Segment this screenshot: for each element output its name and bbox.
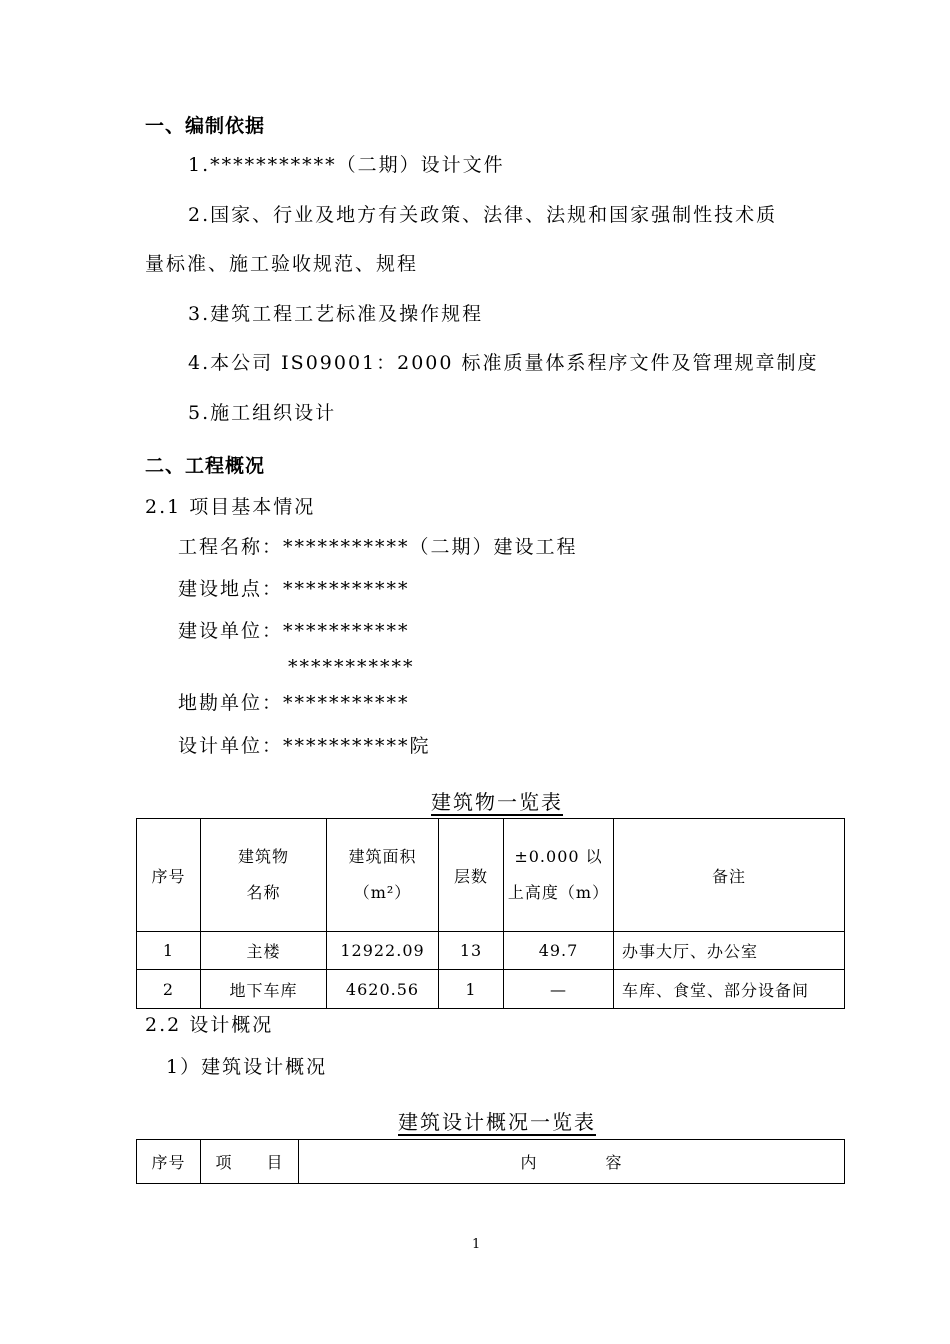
cell-remark: 办事大厅、办公室 [614, 932, 845, 970]
architecture-subheading: 1）建筑设计概况 [166, 1056, 328, 1078]
header-floors: 层数 [439, 819, 504, 932]
header-area-l1: 建筑面积 [348, 847, 417, 866]
section22-heading: 2.2 设计概况 [145, 1014, 274, 1036]
table-row [137, 970, 845, 1009]
cell-height: — [504, 970, 614, 1009]
section2-heading: 二、工程概况 [145, 455, 266, 477]
cell-name: 主楼 [201, 932, 327, 970]
header-name-l2: 名称 [246, 883, 281, 902]
basis-item-3: 3.建筑工程工艺标准及操作规程 [188, 303, 484, 325]
project-client-line2: *********** [288, 656, 415, 678]
design-header-no: 序号 [137, 1140, 201, 1184]
header-height-l2: 上高度（m） [507, 883, 610, 902]
section21-heading: 2.1 项目基本情况 [145, 496, 316, 518]
header-name-l1: 建筑物 [237, 847, 289, 866]
header-area [327, 819, 439, 932]
cell-area: 12922.09 [327, 932, 439, 970]
project-survey: 地勘单位：*********** [178, 692, 410, 714]
cell-floors: 1 [439, 970, 504, 1009]
cell-name: 地下车库 [201, 970, 327, 1009]
header-name [201, 819, 327, 932]
project-designer: 设计单位：***********院 [178, 735, 431, 757]
project-location: 建设地点：*********** [178, 578, 410, 600]
cell-area: 4620.56 [327, 970, 439, 1009]
design-header-item: 项 目 [201, 1140, 299, 1184]
table2-caption: 建筑设计概况一览表 [398, 1110, 596, 1134]
header-height [504, 819, 614, 932]
header-no: 序号 [137, 819, 201, 932]
project-client: 建设单位：*********** [178, 620, 410, 642]
design-header-content: 内 容 [299, 1140, 845, 1184]
cell-remark: 车库、食堂、部分设备间 [614, 970, 845, 1009]
page-number: 1 [472, 1237, 481, 1252]
basis-item-5: 5.施工组织设计 [188, 402, 337, 424]
header-height-l1: ±0.000 以 [514, 847, 603, 866]
cell-floors: 13 [439, 932, 504, 970]
project-name: 工程名称：***********（二期）建设工程 [178, 536, 578, 558]
cell-no: 2 [137, 970, 201, 1009]
design-table [136, 1139, 845, 1184]
basis-item-4: 4.本公司 IS09001：2000 标准质量体系程序文件及管理规章制度 [188, 352, 819, 374]
basis-item-2-cont: 量标准、施工验收规范、规程 [145, 253, 419, 275]
building-table [136, 818, 845, 1009]
cell-no: 1 [137, 932, 201, 970]
header-remark: 备注 [614, 819, 845, 932]
basis-item-2: 2.国家、行业及地方有关政策、法律、法规和国家强制性技术质 [188, 204, 778, 226]
table1-caption: 建筑物一览表 [431, 790, 563, 814]
cell-height: 49.7 [504, 932, 614, 970]
table-row [137, 932, 845, 970]
header-area-l2: （m²） [353, 883, 412, 902]
section1-heading: 一、编制依据 [145, 115, 266, 137]
basis-item-1: 1.***********（二期）设计文件 [188, 154, 505, 176]
